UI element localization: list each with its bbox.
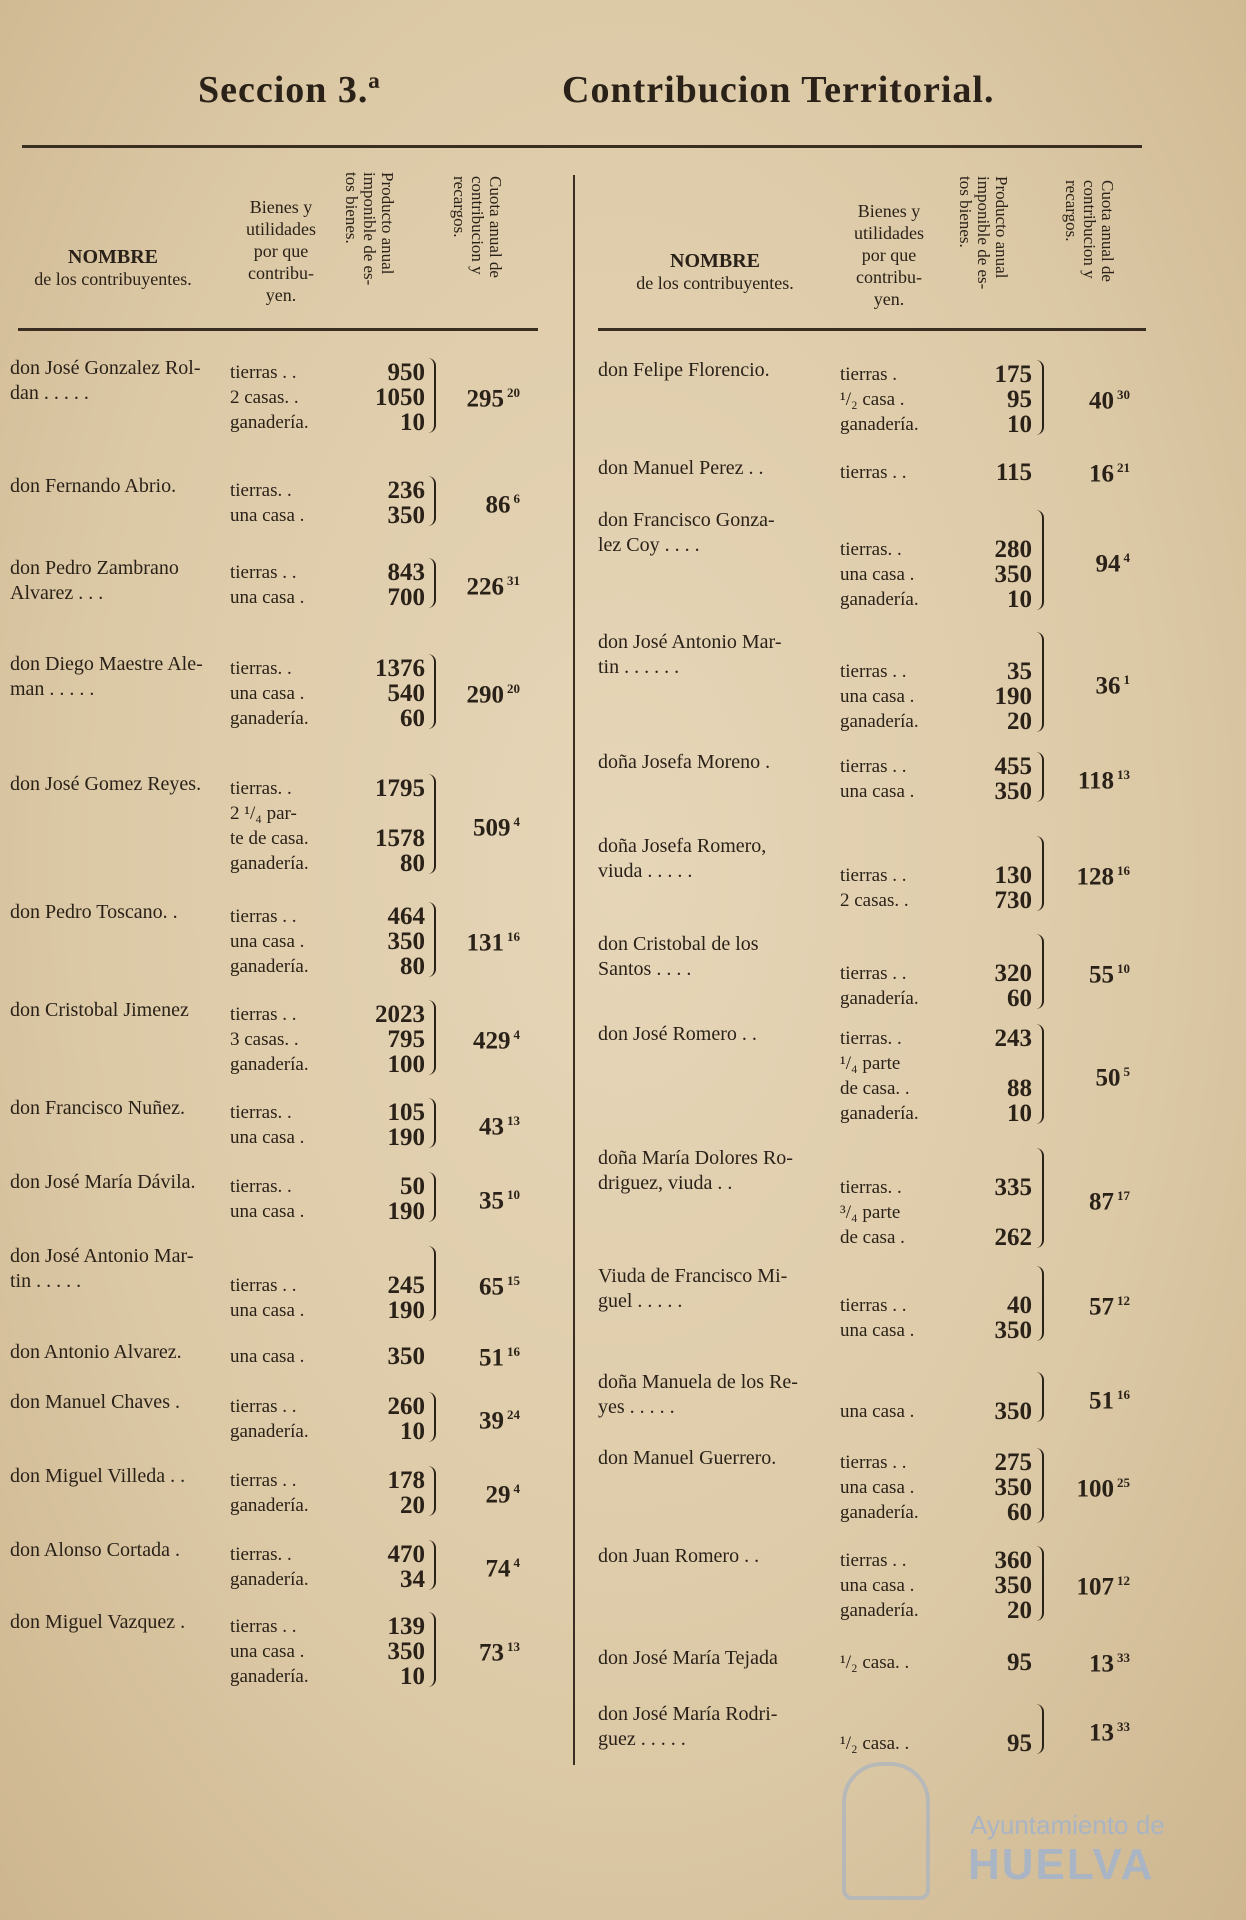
brace [428, 358, 436, 433]
taxable-amounts: 95 [1007, 1730, 1032, 1757]
property-items: tierras . ¹/₂ casa . ganadería. [840, 364, 919, 435]
taxable-amounts: 260 10 [387, 1393, 425, 1445]
property-items: tierras . . 2 casas. . [840, 865, 909, 911]
taxpayer-name: doña María Dolores Ro- driguez, viuda . . [598, 1147, 793, 1194]
taxable-amounts: 105 190 [387, 1099, 425, 1151]
quota-cents: 13 [507, 1112, 520, 1128]
quota-cents: 4 [1123, 549, 1130, 565]
brace [1036, 510, 1044, 610]
quota-cents: 20 [507, 385, 520, 400]
quota-units: 94 [1095, 549, 1121, 577]
quota-units: 50 [1095, 1063, 1121, 1091]
taxpayer-name: don Antonio Alvarez. [10, 1341, 182, 1363]
taxpayer-name: don Francisco Nuñez. [10, 1097, 185, 1119]
quota-units: 509 [473, 813, 511, 841]
property-items: tierras . . una casa . ganadería. [230, 906, 309, 977]
taxpayer-name: don José Gonzalez Rol- dan . . . . . [10, 357, 201, 404]
taxpayer-name: doña Josefa Romero, viuda . . . . . [598, 835, 767, 882]
quota-cents: 10 [1117, 961, 1130, 976]
quota-units: 100 [1076, 1475, 1114, 1503]
taxpayer-name: don Manuel Chaves . [10, 1391, 180, 1413]
annual-quota [440, 385, 520, 413]
brace [428, 1172, 436, 1222]
brace [428, 654, 436, 729]
left-producto-header: Producto anual imponible de es- tos bienes. [342, 172, 397, 286]
taxable-amounts: 843 700 [387, 559, 425, 611]
brace [428, 1000, 436, 1075]
taxpayer-name: doña Manuela de los Re- yes . . . . . [598, 1371, 798, 1418]
property-items: tierras . . ganadería. [840, 963, 919, 1009]
quota-cents: 12 [1117, 1573, 1130, 1588]
page-title: Contribucion Territorial. [562, 69, 995, 111]
left-header-rule [18, 328, 538, 331]
brace [428, 1612, 436, 1687]
taxable-amounts: 280 350 10 [994, 536, 1032, 613]
quota-units: 13 [1089, 1718, 1114, 1746]
annual-quota [440, 1555, 520, 1583]
taxable-amounts: 950 1050 10 [375, 359, 425, 436]
annual-quota [1050, 1387, 1130, 1415]
brace [428, 1098, 436, 1148]
taxable-amounts: 335 262 [994, 1174, 1032, 1251]
brace [1036, 360, 1044, 435]
taxable-amounts: 360 350 20 [994, 1547, 1032, 1624]
nombre-sub-label: de los contribuyentes. [34, 269, 192, 289]
property-items: tierras . . una casa . ganadería. [840, 1452, 919, 1523]
taxpayer-name: don José María Rodri- guez . . . . . [598, 1703, 778, 1750]
quota-cents: 4 [513, 1480, 520, 1496]
quota-cents: 24 [507, 1406, 520, 1422]
brace [1036, 836, 1044, 911]
brace [428, 902, 436, 977]
quota-cents: 12 [1117, 1293, 1130, 1308]
annual-quota [1050, 1573, 1130, 1601]
annual-quota [440, 1187, 520, 1215]
annual-quota [440, 1113, 520, 1141]
nombre-label: NOMBRE [68, 246, 158, 268]
nombre-sub-label: de los contribuyentes. [636, 273, 794, 293]
municipal-seal-logo [842, 1762, 930, 1900]
taxpayer-name: don José Romero . . [598, 1023, 757, 1045]
quota-units: 43 [479, 1112, 504, 1140]
quota-cents: 20 [507, 681, 520, 696]
brace [428, 774, 436, 874]
taxable-amounts: 470 34 [387, 1541, 425, 1593]
quota-cents: 17 [1117, 1187, 1130, 1203]
quota-units: 13 [1089, 1650, 1114, 1678]
brace [1036, 1372, 1044, 1422]
brace [1036, 752, 1044, 802]
taxable-amounts: 320 60 [994, 960, 1032, 1012]
right-nombre-header [600, 250, 830, 294]
quota-units: 131 [466, 929, 504, 957]
property-items: tierras . . una casa . [230, 562, 305, 608]
quota-cents: 25 [1117, 1475, 1130, 1490]
right-producto-header: Producto anual imponible de es- tos bienes. [956, 176, 1011, 290]
brace [428, 558, 436, 608]
annual-quota [440, 929, 520, 957]
property-items: ¹/₂ casa. . [840, 1733, 910, 1754]
quota-cents: 16 [1117, 863, 1130, 878]
brace [428, 1540, 436, 1590]
annual-quota [440, 814, 520, 842]
brace [1036, 1024, 1044, 1124]
annual-quota [440, 491, 520, 519]
annual-quota [1050, 550, 1130, 578]
nombre-label: NOMBRE [670, 250, 760, 272]
quota-cents: 30 [1117, 387, 1130, 402]
quota-units: 295 [466, 385, 504, 413]
brace [1036, 1546, 1044, 1621]
taxable-amounts: 236 350 [387, 477, 425, 529]
quota-units: 290 [466, 681, 504, 709]
brace [428, 1392, 436, 1442]
taxable-amounts: 175 95 10 [994, 361, 1032, 438]
taxable-amounts: 95 [1007, 1649, 1032, 1676]
taxable-amounts: 455 350 [994, 753, 1032, 805]
taxpayer-name: don Manuel Guerrero. [598, 1447, 777, 1469]
property-items: una casa . [230, 1346, 305, 1367]
property-items: tierras. . una casa . ganadería. [230, 658, 309, 729]
left-bienes-header: Bienes y utilidades por que contribu- yen. [246, 197, 316, 305]
quota-units: 29 [485, 1480, 511, 1508]
property-items: tierras . . una casa . [840, 1295, 915, 1341]
property-items: tierras . . una casa . [230, 1275, 305, 1321]
annual-quota [440, 1481, 520, 1509]
property-items: tierras . . una casa . ganadería. [840, 661, 919, 732]
quota-units: 87 [1089, 1187, 1114, 1215]
quota-units: 51 [479, 1344, 504, 1372]
property-items: tierras. . ³/₄ parte de casa . [840, 1177, 905, 1248]
taxpayer-name: don Juan Romero . . [598, 1545, 760, 1567]
quota-cents: 31 [507, 572, 520, 588]
brace [1036, 632, 1044, 732]
column-divider [573, 175, 575, 1765]
annual-quota [1050, 672, 1130, 700]
property-items: tierras. . una casa . ganadería. [840, 539, 919, 610]
taxpayer-name: don Diego Maestre Ale- man . . . . . [10, 653, 203, 700]
quota-units: 55 [1089, 961, 1114, 989]
taxpayer-name: don José María Tejada [598, 1647, 778, 1669]
brace [1036, 934, 1044, 1009]
quota-cents: 13 [507, 1639, 520, 1654]
property-items: tierras . . ganadería. [230, 1470, 309, 1516]
property-items: tierras . . una casa . ganadería. [840, 1550, 919, 1621]
taxable-amounts: 2023 795 100 [375, 1001, 425, 1078]
quota-cents: 21 [1117, 460, 1130, 475]
top-rule [22, 145, 1142, 148]
annual-quota [1050, 460, 1130, 488]
property-items: tierras . . ganadería. [230, 1396, 309, 1442]
annual-quota [440, 1407, 520, 1435]
quota-units: 429 [473, 1027, 511, 1055]
taxpayer-name: don Miguel Vazquez . [10, 1611, 186, 1633]
taxable-amounts: 1376 540 60 [375, 655, 425, 732]
right-bienes-header: Bienes y utilidades por que contribu- yen. [854, 201, 924, 309]
taxable-amounts: 139 350 10 [387, 1613, 425, 1690]
property-items: tierras. . 2 ¹/₄ par- te de casa. ganadería. [230, 778, 309, 874]
taxable-amounts: 50 190 [387, 1173, 425, 1225]
annual-quota [440, 1027, 520, 1055]
annual-quota [1050, 1064, 1130, 1092]
annual-quota [1050, 387, 1130, 415]
quota-units: 226 [466, 572, 504, 600]
taxable-amounts: 130 730 [994, 862, 1032, 914]
brace [1036, 1448, 1044, 1523]
taxable-amounts: 275 350 60 [994, 1449, 1032, 1526]
taxpayer-name: don José Antonio Mar- tin . . . . . [10, 1245, 194, 1292]
property-items: tierras . . 2 casas. . ganadería. [230, 362, 309, 433]
taxpayer-name: don José María Dávila. [10, 1171, 196, 1193]
brace [428, 476, 436, 526]
annual-quota [440, 1344, 520, 1372]
taxable-amounts: 178 20 [387, 1467, 425, 1519]
taxable-amounts: 245 190 [387, 1272, 425, 1324]
taxpayer-name: don Francisco Gonza- lez Coy . . . . [598, 509, 775, 556]
annual-quota [440, 1273, 520, 1301]
quota-units: 57 [1089, 1293, 1114, 1321]
taxable-amounts: 35 190 20 [994, 658, 1032, 735]
quota-cents: 4 [513, 1554, 520, 1570]
quota-cents: 16 [507, 1344, 520, 1359]
right-cuota-header: Cuota anual de contribucion y recargos. [1062, 180, 1117, 282]
taxable-amounts: 464 350 80 [387, 903, 425, 980]
property-items: una casa . [840, 1401, 915, 1422]
property-items: tierras. . una casa . [230, 480, 305, 526]
property-items: tierras. . una casa . [230, 1176, 305, 1222]
quota-units: 39 [479, 1406, 504, 1434]
taxpayer-name: don José Antonio Mar- tin . . . . . . [598, 631, 782, 678]
watermark-line1: Ayuntamiento de [970, 1810, 1165, 1840]
brace [428, 1246, 436, 1321]
annual-quota [1050, 863, 1130, 891]
property-items: tierras. . ¹/₄ parte de casa. . ganadería. [840, 1028, 919, 1124]
property-items: ¹/₂ casa. . [840, 1652, 910, 1673]
quota-cents: 4 [513, 1027, 520, 1042]
annual-quota [1050, 1650, 1130, 1678]
quota-cents: 16 [507, 929, 520, 944]
brace [1036, 1148, 1044, 1248]
quota-units: 65 [479, 1273, 504, 1301]
taxpayer-name: don Manuel Perez . . [598, 457, 764, 479]
taxable-amounts: 1795 1578 80 [375, 775, 425, 877]
annual-quota [1050, 767, 1130, 795]
quota-units: 40 [1089, 387, 1114, 415]
quota-units: 74 [485, 1554, 511, 1582]
brace [1036, 1704, 1044, 1754]
quota-cents: 16 [1117, 1386, 1130, 1402]
brace [428, 1466, 436, 1516]
section-number: Seccion 3.ª [198, 69, 381, 111]
taxpayer-name: don Alonso Cortada . [10, 1539, 180, 1561]
left-nombre-header [18, 246, 208, 290]
taxable-amounts: 350 [387, 1343, 425, 1370]
taxpayer-name: don Pedro Zambrano Alvarez . . . [10, 557, 179, 604]
quota-units: 51 [1089, 1386, 1114, 1414]
taxable-amounts: 40 350 [994, 1292, 1032, 1344]
quota-units: 36 [1095, 671, 1121, 699]
quota-cents: 1 [1123, 671, 1130, 687]
annual-quota [440, 573, 520, 601]
quota-units: 35 [479, 1186, 504, 1214]
taxpayer-name: don Cristobal de los Santos . . . . [598, 933, 759, 980]
left-cuota-header: Cuota anual de contribucion y recargos. [450, 176, 505, 278]
quota-units: 118 [1077, 766, 1114, 794]
property-items: tierras. . ganadería. [230, 1544, 309, 1590]
quota-cents: 13 [1117, 766, 1130, 782]
taxpayer-name: don Felipe Florencio. [598, 359, 770, 381]
quota-cents: 15 [507, 1273, 520, 1288]
annual-quota [1050, 1188, 1130, 1216]
taxable-amounts: 350 [994, 1398, 1032, 1425]
taxpayer-name: don José Gomez Reyes. [10, 773, 202, 795]
quota-cents: 4 [513, 813, 520, 829]
taxpayer-name: don Fernando Abrio. [10, 475, 177, 497]
taxpayer-name: doña Josefa Moreno . [598, 751, 771, 773]
property-items: tierras . . una casa . [840, 756, 915, 802]
property-items: tierras . . 3 casas. . ganadería. [230, 1004, 309, 1075]
annual-quota [1050, 1293, 1130, 1321]
taxpayer-name: don Miguel Villeda . . [10, 1465, 186, 1487]
quota-cents: 5 [1123, 1063, 1130, 1079]
quota-units: 73 [479, 1639, 504, 1667]
annual-quota [1050, 1475, 1130, 1503]
brace [1036, 1266, 1044, 1341]
quota-units: 16 [1089, 460, 1114, 488]
quota-cents: 10 [507, 1186, 520, 1202]
taxpayer-name: Viuda de Francisco Mi- guel . . . . . [598, 1265, 788, 1312]
quota-units: 86 [485, 490, 511, 518]
property-items: tierras. . una casa . [230, 1102, 305, 1148]
quota-cents: 6 [513, 490, 520, 506]
quota-units: 128 [1076, 863, 1114, 891]
quota-cents: 33 [1117, 1718, 1130, 1734]
taxable-amounts: 243 88 10 [994, 1025, 1032, 1127]
annual-quota [1050, 1719, 1130, 1747]
annual-quota [440, 1639, 520, 1667]
quota-units: 107 [1076, 1573, 1114, 1601]
watermark-line2: HUELVA [968, 1840, 1155, 1889]
property-items: tierras . . [840, 462, 907, 483]
property-items: tierras . . una casa . ganadería. [230, 1616, 309, 1687]
taxable-amounts: 115 [995, 459, 1032, 486]
quota-cents: 33 [1117, 1650, 1130, 1665]
annual-quota [440, 681, 520, 709]
taxpayer-name: don Pedro Toscano. . [10, 901, 178, 923]
annual-quota [1050, 961, 1130, 989]
taxpayer-name: don Cristobal Jimenez [10, 999, 189, 1021]
